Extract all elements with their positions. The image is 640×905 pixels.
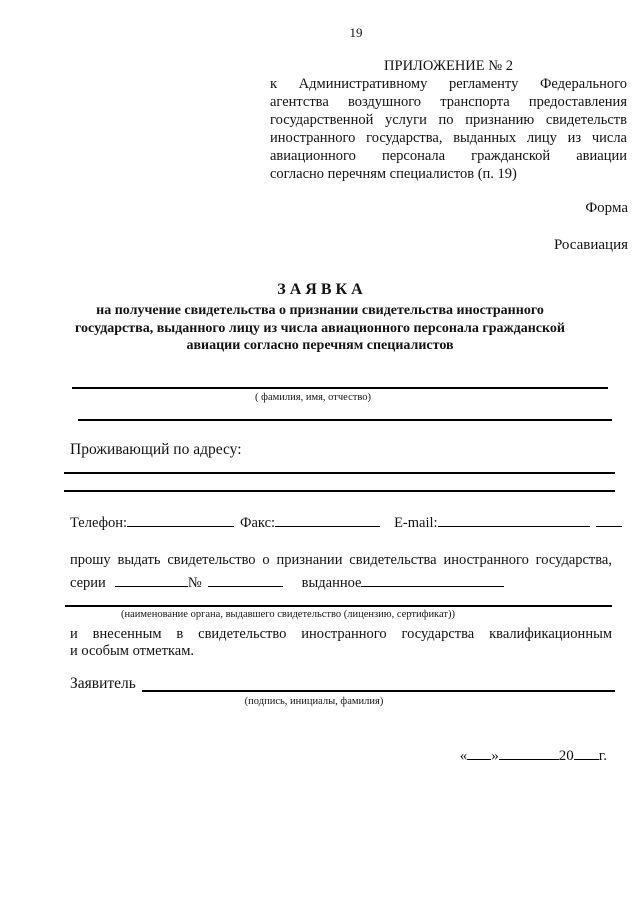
date-open-quote: « bbox=[459, 747, 468, 764]
appendix-body-line: авиационного персонала гражданской авиации bbox=[270, 148, 627, 164]
issued-label: выданное bbox=[301, 574, 362, 591]
number-label: № bbox=[187, 574, 202, 591]
date-close-quote: » bbox=[491, 747, 499, 764]
full-name-writing-line-2 bbox=[78, 419, 612, 421]
appendix-title: ПРИЛОЖЕНИЕ № 2 bbox=[384, 58, 513, 74]
series-blank-line bbox=[115, 573, 188, 587]
date-year-suffix: г. bbox=[598, 747, 607, 764]
date-year-prefix: 20 bbox=[558, 747, 574, 764]
date-month-blank-line bbox=[499, 746, 559, 760]
page-number: 19 bbox=[349, 25, 363, 40]
entered-text-line: и особым отметкам. bbox=[70, 642, 195, 659]
issuer-caption: (наименование органа, выдавшего свидетельство (лицензию, сертификат)) bbox=[121, 608, 455, 620]
application-heading: З А Я В К А bbox=[277, 281, 363, 298]
application-title-block bbox=[0, 281, 640, 355]
applicant-label: Заявитель bbox=[70, 674, 136, 692]
address-writing-line-2 bbox=[64, 490, 615, 492]
appendix-body-line: согласно перечням специалистов (п. 19) bbox=[270, 166, 517, 182]
contacts-row bbox=[70, 513, 612, 533]
email-label: E-mail: bbox=[394, 514, 438, 531]
agency-label: Росавиация bbox=[553, 237, 628, 253]
appendix-body-line: к Административному регламенту Федерального bbox=[270, 76, 627, 92]
signature-caption: (подпись, инициалы, фамилия) bbox=[244, 695, 384, 707]
signature-writing-line bbox=[142, 676, 615, 692]
date-day-blank-line bbox=[467, 746, 491, 760]
full-name-writing-line bbox=[72, 387, 608, 389]
issued-blank-line bbox=[361, 573, 504, 587]
phone-blank-line bbox=[127, 513, 234, 527]
email-blank-line bbox=[438, 513, 590, 527]
phone-label: Телефон: bbox=[70, 514, 128, 531]
application-subtitle-line: государства, выданного лицу из числа авиационного персонала гражданской bbox=[75, 320, 565, 336]
applicant-row bbox=[70, 676, 612, 692]
issuer-writing-line bbox=[65, 605, 612, 607]
number-blank-line bbox=[208, 573, 283, 587]
entered-text-block bbox=[70, 626, 612, 660]
date-year-blank-line bbox=[574, 746, 599, 760]
address-label: Проживающий по адресу: bbox=[70, 440, 242, 458]
appendix-block bbox=[270, 57, 627, 183]
appendix-body-line: государственной услуги по признанию свидетельств bbox=[270, 112, 627, 128]
form-type-label: Форма bbox=[585, 200, 628, 216]
full-name-caption: ( фамилия, имя, отчество) bbox=[255, 391, 371, 403]
address-writing-line-1 bbox=[64, 472, 615, 474]
request-text: прошу выдать свидетельство о признании свидетельства иностранного государства, bbox=[70, 551, 612, 568]
appendix-body-line: иностранного государства, выданных лицу из числа bbox=[270, 130, 627, 146]
application-subtitle-line: авиации согласно перечням специалистов bbox=[186, 338, 454, 353]
fax-blank-line bbox=[275, 513, 380, 527]
appendix-body-line: агентства воздушного транспорта предоставления bbox=[270, 94, 627, 110]
fax-label: Факс: bbox=[240, 514, 276, 531]
series-label: серии bbox=[70, 574, 106, 591]
date-row bbox=[70, 746, 607, 765]
entered-text-line: и внесенным в свидетельство иностранного государства квалификационным bbox=[70, 625, 612, 642]
series-row bbox=[70, 573, 612, 593]
application-subtitle-line: на получение свидетельства о признании свидетельства иностранного bbox=[96, 303, 544, 318]
email-blank-line-short bbox=[596, 513, 622, 527]
application-subtitle bbox=[0, 302, 640, 355]
